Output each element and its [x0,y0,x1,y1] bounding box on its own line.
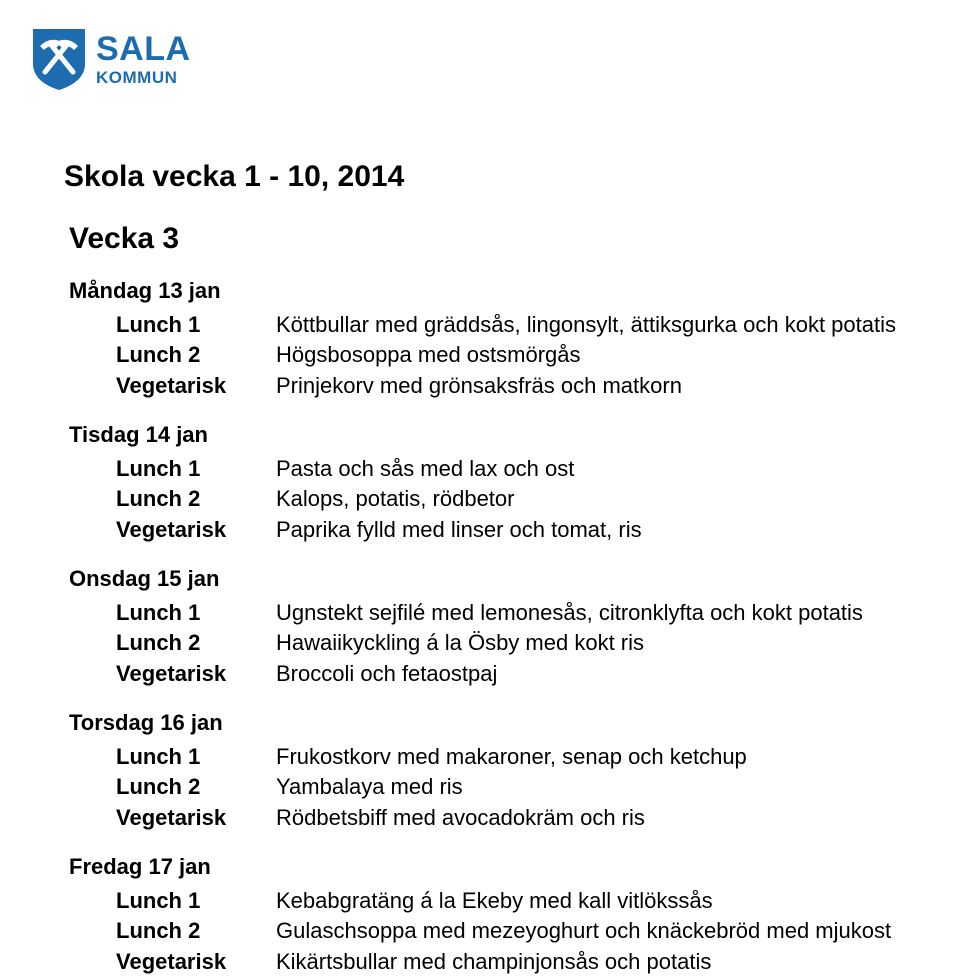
meal-dish: Pasta och sås med lax och ost [276,456,575,481]
meal-label: Vegetarisk [116,517,227,542]
meal-label: Lunch 2 [116,630,201,655]
day-section [0,276,960,420]
logo-subtitle: KOMMUN [96,68,178,87]
meal-label: Vegetarisk [116,661,227,686]
logo-name: SALA [96,30,191,68]
shield-icon [30,26,88,92]
meal-dish: Hawaiikyckling á la Ösby med kokt ris [276,630,645,655]
meal-dish: Rödbetsbiff med avocadokräm och ris [276,805,645,830]
meal-label: Lunch 1 [116,888,201,913]
day-heading: Onsdag 15 jan [69,566,220,591]
meal-row [0,310,960,340]
meal-row [0,454,960,484]
day-heading: Tisdag 14 jan [69,422,208,447]
day-section [0,564,960,708]
day-section [0,852,960,976]
meal-row [0,484,960,514]
meal-dish: Paprika fylld med linser och tomat, ris [276,517,642,542]
meal-label: Lunch 1 [116,312,201,337]
meal-dish: Broccoli och fetaostpaj [276,661,498,686]
meal-dish: Kebabgratäng á la Ekeby med kall vitlökssås [276,888,713,913]
meal-row [0,598,960,628]
meal-label: Lunch 2 [116,774,201,799]
document-title: Skola vecka 1 - 10, 2014 [64,160,405,193]
meal-dish: Ugnstekt sejfilé med lemonesås, citronklyfta och kokt potatis [276,600,863,625]
meal-dish: Prinjekorv med grönsaksfräs och matkorn [276,373,682,398]
meal-label: Lunch 1 [116,456,201,481]
meal-dish: Yambalaya med ris [276,774,463,799]
meal-row [0,772,960,802]
meal-row [0,628,960,658]
meal-dish: Gulaschsoppa med mezeyoghurt och knäckebröd med mjukost [276,918,892,943]
meal-label: Vegetarisk [116,949,227,974]
day-heading: Torsdag 16 jan [69,710,223,735]
day-section [0,708,960,852]
meal-row [0,515,960,545]
meal-label: Lunch 2 [116,342,201,367]
meal-row [0,371,960,401]
meal-row [0,947,960,976]
meal-row [0,803,960,833]
day-section [0,420,960,564]
meal-label: Vegetarisk [116,805,227,830]
week-title: Vecka 3 [69,222,180,255]
meal-row [0,742,960,772]
day-heading: Fredag 17 jan [69,854,211,879]
meal-label: Lunch 1 [116,744,201,769]
meal-dish: Kalops, potatis, rödbetor [276,486,515,511]
day-list [0,276,960,976]
meal-dish: Kikärtsbullar med champinjonsås och potatis [276,949,712,974]
meal-row [0,916,960,946]
meal-dish: Högsbosoppa med ostsmörgås [276,342,581,367]
meal-label: Lunch 1 [116,600,201,625]
meal-row [0,886,960,916]
meal-row [0,340,960,370]
meal-label: Lunch 2 [116,918,201,943]
meal-dish: Frukostkorv med makaroner, senap och ketchup [276,744,747,769]
meal-dish: Köttbullar med gräddsås, lingonsylt, ättiksgurka och kokt potatis [276,312,896,337]
sala-kommun-logo [30,24,191,94]
meal-label: Lunch 2 [116,486,201,511]
meal-row [0,659,960,689]
day-heading: Måndag 13 jan [69,278,221,303]
meal-label: Vegetarisk [116,373,227,398]
